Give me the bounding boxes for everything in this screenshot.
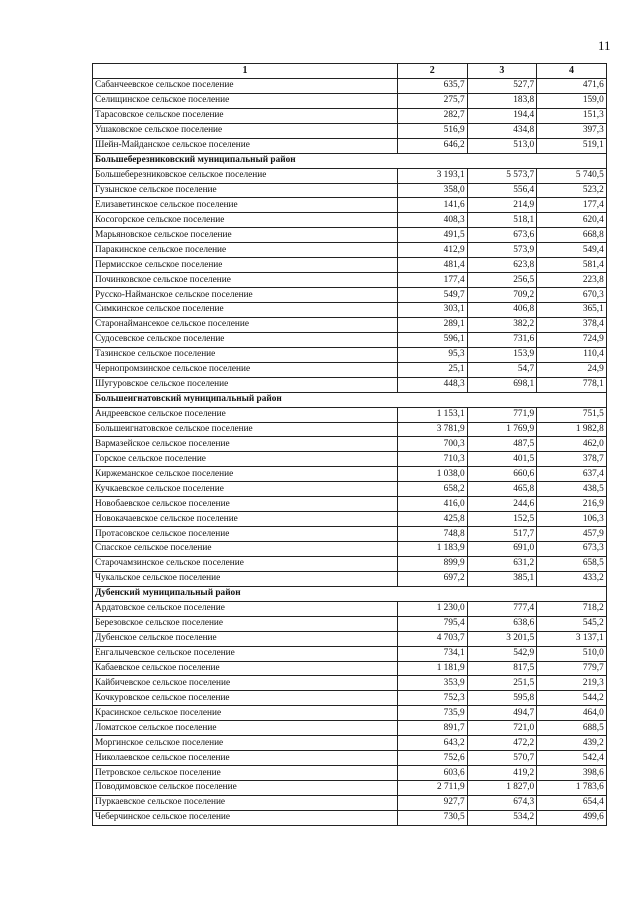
settlement-name: Протасовское сельское поселение (93, 527, 398, 542)
value-col-2: 491,5 (398, 228, 468, 243)
value-col-3: 1 827,0 (467, 781, 537, 796)
value-col-2: 448,3 (398, 377, 468, 392)
value-col-2: 353,9 (398, 676, 468, 691)
value-col-4: 658,5 (537, 556, 607, 571)
value-col-2: 25,1 (398, 362, 468, 377)
value-col-4: 549,4 (537, 243, 607, 258)
table-row (93, 317, 607, 332)
table-row (93, 347, 607, 362)
value-col-2: 95,3 (398, 347, 468, 362)
header-col-4: 4 (537, 64, 607, 79)
table-row (93, 571, 607, 586)
value-col-3: 1 769,9 (467, 422, 537, 437)
value-col-2: 3 781,9 (398, 422, 468, 437)
value-col-4: 378,7 (537, 452, 607, 467)
value-col-4: 223,8 (537, 273, 607, 288)
settlement-name: Кабаевское сельское поселение (93, 661, 398, 676)
settlement-name: Пуркаевское сельское поселение (93, 795, 398, 810)
table-row (93, 467, 607, 482)
value-col-4: 778,1 (537, 377, 607, 392)
settlement-name: Поводимовское сельское поселение (93, 781, 398, 796)
table-row (93, 795, 607, 810)
table-row (93, 452, 607, 467)
value-col-3: 777,4 (467, 601, 537, 616)
table-row (93, 183, 607, 198)
value-col-4: 216,9 (537, 497, 607, 512)
value-col-2: 177,4 (398, 273, 468, 288)
table-row (93, 616, 607, 631)
value-col-4: 670,3 (537, 288, 607, 303)
settlement-name: Паракинское сельское поселение (93, 243, 398, 258)
value-col-4: 542,4 (537, 751, 607, 766)
value-col-4: 464,0 (537, 706, 607, 721)
value-col-2: 730,5 (398, 810, 468, 825)
settlement-name: Петровское сельское поселение (93, 766, 398, 781)
settlement-name: Шугуровское сельское поселение (93, 377, 398, 392)
value-col-3: 251,5 (467, 676, 537, 691)
value-col-2: 1 230,0 (398, 601, 468, 616)
value-col-2: 596,1 (398, 332, 468, 347)
table-row (93, 512, 607, 527)
value-col-4: 397,3 (537, 123, 607, 138)
value-col-2: 516,9 (398, 123, 468, 138)
settlement-name: Вармазейское сельское поселение (93, 437, 398, 452)
value-col-3: 817,5 (467, 661, 537, 676)
table-row (93, 736, 607, 751)
settlement-name: Симкинское сельское поселение (93, 303, 398, 318)
value-col-3: 487,5 (467, 437, 537, 452)
table-row (93, 332, 607, 347)
value-col-3: 573,9 (467, 243, 537, 258)
settlement-name: Тарасовское сельское поселение (93, 108, 398, 123)
settlement-name: Русско-Найманское сельское поселение (93, 288, 398, 303)
value-col-3: 570,7 (467, 751, 537, 766)
value-col-3: 698,1 (467, 377, 537, 392)
table-row (93, 78, 607, 93)
value-col-4: 433,2 (537, 571, 607, 586)
value-col-4: 519,1 (537, 138, 607, 153)
value-col-3: 518,1 (467, 213, 537, 228)
value-col-2: 658,2 (398, 482, 468, 497)
value-col-4: 1 982,8 (537, 422, 607, 437)
value-col-2: 481,4 (398, 258, 468, 273)
settlement-name: Селищинское сельское поселение (93, 93, 398, 108)
settlement-name: Дубенское сельское поселение (93, 631, 398, 646)
page-number: 11 (598, 38, 611, 53)
value-col-3: 406,8 (467, 303, 537, 318)
value-col-3: 382,2 (467, 317, 537, 332)
value-col-4: 398,6 (537, 766, 607, 781)
settlement-name: Большеберезниковское сельское поселение (93, 168, 398, 183)
value-col-4: 620,4 (537, 213, 607, 228)
value-col-3: 527,7 (467, 78, 537, 93)
header-col-2: 2 (398, 64, 468, 79)
value-col-2: 1 181,9 (398, 661, 468, 676)
value-col-2: 710,3 (398, 452, 468, 467)
value-col-3: 631,2 (467, 556, 537, 571)
settlement-name: Кочкуровское сельское поселение (93, 691, 398, 706)
table-row (93, 751, 607, 766)
value-col-3: 534,2 (467, 810, 537, 825)
value-col-3: 731,6 (467, 332, 537, 347)
value-col-3: 244,6 (467, 497, 537, 512)
value-col-3: 434,8 (467, 123, 537, 138)
value-col-3: 152,5 (467, 512, 537, 527)
value-col-2: 735,9 (398, 706, 468, 721)
settlement-name: Березовское сельское поселение (93, 616, 398, 631)
value-col-2: 643,2 (398, 736, 468, 751)
table-row (93, 422, 607, 437)
settlement-name: Старонаймансекое сельское поселение (93, 317, 398, 332)
settlement-name: Елизаветинское сельское поселение (93, 198, 398, 213)
table-row (93, 108, 607, 123)
value-col-2: 603,6 (398, 766, 468, 781)
settlement-name: Починковское сельское поселение (93, 273, 398, 288)
value-col-3: 472,2 (467, 736, 537, 751)
value-col-4: 581,4 (537, 258, 607, 273)
value-col-3: 214,9 (467, 198, 537, 213)
value-col-4: 457,9 (537, 527, 607, 542)
district-group-row (93, 153, 607, 168)
header-col-3: 3 (467, 64, 537, 79)
budget-table (92, 63, 607, 826)
table-row (93, 377, 607, 392)
table-row (93, 706, 607, 721)
value-col-4: 5 740,5 (537, 168, 607, 183)
value-col-4: 544,2 (537, 691, 607, 706)
settlement-name: Моргинское сельское поселение (93, 736, 398, 751)
value-col-3: 183,8 (467, 93, 537, 108)
value-col-2: 1 153,1 (398, 407, 468, 422)
table-row (93, 721, 607, 736)
value-col-3: 3 201,5 (467, 631, 537, 646)
value-col-3: 517,7 (467, 527, 537, 542)
settlement-name: Тазинское сельское поселение (93, 347, 398, 362)
header-col-1: 1 (93, 64, 398, 79)
value-col-4: 219,3 (537, 676, 607, 691)
table-row (93, 542, 607, 557)
value-col-4: 499,6 (537, 810, 607, 825)
settlement-name: Киржеманское сельское поселение (93, 467, 398, 482)
value-col-2: 141,6 (398, 198, 468, 213)
value-col-2: 289,1 (398, 317, 468, 332)
settlement-name: Андреевское сельское поселение (93, 407, 398, 422)
value-col-2: 734,1 (398, 646, 468, 661)
table-header (93, 64, 607, 79)
value-col-4: 439,2 (537, 736, 607, 751)
value-col-3: 660,6 (467, 467, 537, 482)
value-col-4: 159,0 (537, 93, 607, 108)
district-group-row (93, 586, 607, 601)
settlement-name: Новокачаевское сельское поселение (93, 512, 398, 527)
value-col-4: 654,4 (537, 795, 607, 810)
district-group-row (93, 392, 607, 407)
value-col-2: 927,7 (398, 795, 468, 810)
value-col-3: 623,8 (467, 258, 537, 273)
value-col-3: 513,0 (467, 138, 537, 153)
value-col-2: 2 711,9 (398, 781, 468, 796)
settlement-name: Шейн-Майданское сельское поселение (93, 138, 398, 153)
settlement-name: Ушаковское сельское поселение (93, 123, 398, 138)
value-col-3: 54,7 (467, 362, 537, 377)
settlement-name: Чеберчинское сельское поселение (93, 810, 398, 825)
value-col-2: 416,0 (398, 497, 468, 512)
value-col-4: 462,0 (537, 437, 607, 452)
value-col-2: 549,7 (398, 288, 468, 303)
value-col-3: 494,7 (467, 706, 537, 721)
value-col-3: 542,9 (467, 646, 537, 661)
value-col-3: 385,1 (467, 571, 537, 586)
settlement-name: Красинское сельское поселение (93, 706, 398, 721)
table-row (93, 556, 607, 571)
settlement-name: Кучкаевское сельское поселение (93, 482, 398, 497)
table-row (93, 437, 607, 452)
value-col-2: 752,6 (398, 751, 468, 766)
value-col-3: 709,2 (467, 288, 537, 303)
value-col-2: 748,8 (398, 527, 468, 542)
value-col-4: 471,6 (537, 78, 607, 93)
table-row (93, 362, 607, 377)
table-row (93, 527, 607, 542)
settlement-name: Большеигнатовское сельское поселение (93, 422, 398, 437)
table-row (93, 213, 607, 228)
value-col-3: 673,6 (467, 228, 537, 243)
value-col-2: 891,7 (398, 721, 468, 736)
value-col-2: 303,1 (398, 303, 468, 318)
value-col-4: 106,3 (537, 512, 607, 527)
table-row (93, 138, 607, 153)
value-col-3: 721,0 (467, 721, 537, 736)
value-col-2: 635,7 (398, 78, 468, 93)
settlement-name: Кайбичевское сельское поселение (93, 676, 398, 691)
value-col-3: 465,8 (467, 482, 537, 497)
table-row (93, 691, 607, 706)
value-col-2: 4 703,7 (398, 631, 468, 646)
settlement-name: Гузынское сельское поселение (93, 183, 398, 198)
settlement-name: Чукальское сельское поселение (93, 571, 398, 586)
settlement-name: Ломатское сельское поселение (93, 721, 398, 736)
value-col-3: 638,6 (467, 616, 537, 631)
value-col-3: 674,3 (467, 795, 537, 810)
value-col-2: 697,2 (398, 571, 468, 586)
value-col-2: 795,4 (398, 616, 468, 631)
value-col-4: 378,4 (537, 317, 607, 332)
value-col-4: 668,8 (537, 228, 607, 243)
value-col-2: 412,9 (398, 243, 468, 258)
district-name: Большеигнатовский муниципальный район (93, 392, 607, 407)
table-row (93, 482, 607, 497)
table-row (93, 766, 607, 781)
value-col-3: 595,8 (467, 691, 537, 706)
value-col-3: 419,2 (467, 766, 537, 781)
value-col-2: 425,8 (398, 512, 468, 527)
table-row (93, 198, 607, 213)
value-col-3: 256,5 (467, 273, 537, 288)
value-col-4: 510,0 (537, 646, 607, 661)
value-col-4: 637,4 (537, 467, 607, 482)
value-col-4: 3 137,1 (537, 631, 607, 646)
value-col-2: 700,3 (398, 437, 468, 452)
value-col-2: 3 193,1 (398, 168, 468, 183)
value-col-4: 1 783,6 (537, 781, 607, 796)
value-col-4: 177,4 (537, 198, 607, 213)
settlement-name: Спасское сельское поселение (93, 542, 398, 557)
settlement-name: Судосевское сельское поселение (93, 332, 398, 347)
value-col-2: 358,0 (398, 183, 468, 198)
value-col-4: 24,9 (537, 362, 607, 377)
value-col-4: 673,3 (537, 542, 607, 557)
value-col-4: 365,1 (537, 303, 607, 318)
settlement-name: Новобаевское сельское поселение (93, 497, 398, 512)
table-row (93, 123, 607, 138)
value-col-2: 282,7 (398, 108, 468, 123)
value-col-4: 523,2 (537, 183, 607, 198)
value-col-3: 691,0 (467, 542, 537, 557)
value-col-4: 718,2 (537, 601, 607, 616)
value-col-3: 194,4 (467, 108, 537, 123)
table-row (93, 258, 607, 273)
value-col-4: 751,5 (537, 407, 607, 422)
district-name: Дубенский муниципальный район (93, 586, 607, 601)
table-row (93, 243, 607, 258)
settlement-name: Сабанчеевское сельское поселение (93, 78, 398, 93)
table-row (93, 228, 607, 243)
value-col-2: 275,7 (398, 93, 468, 108)
value-col-4: 110,4 (537, 347, 607, 362)
settlement-name: Николаевское сельское поселение (93, 751, 398, 766)
table-row (93, 631, 607, 646)
table-row (93, 601, 607, 616)
settlement-name: Косогорское сельское поселение (93, 213, 398, 228)
value-col-4: 151,3 (537, 108, 607, 123)
value-col-2: 408,3 (398, 213, 468, 228)
value-col-4: 688,5 (537, 721, 607, 736)
settlement-name: Енгалычевское сельское поселение (93, 646, 398, 661)
settlement-name: Пермисское сельское поселение (93, 258, 398, 273)
settlement-name: Горское сельское поселение (93, 452, 398, 467)
table-row (93, 676, 607, 691)
settlement-name: Чернопромзинское сельское поселение (93, 362, 398, 377)
table-row (93, 407, 607, 422)
table-row (93, 497, 607, 512)
table-row (93, 661, 607, 676)
district-name: Большеберезниковский муниципальный район (93, 153, 607, 168)
table-body (93, 78, 607, 825)
value-col-3: 153,9 (467, 347, 537, 362)
value-col-2: 899,9 (398, 556, 468, 571)
value-col-4: 545,2 (537, 616, 607, 631)
table-row (93, 93, 607, 108)
header-row (93, 64, 607, 79)
value-col-3: 771,9 (467, 407, 537, 422)
value-col-3: 401,5 (467, 452, 537, 467)
settlement-name: Ардатовское сельское поселение (93, 601, 398, 616)
table-row (93, 646, 607, 661)
value-col-3: 5 573,7 (467, 168, 537, 183)
value-col-4: 779,7 (537, 661, 607, 676)
table-row (93, 288, 607, 303)
table-row (93, 168, 607, 183)
value-col-2: 646,2 (398, 138, 468, 153)
value-col-2: 752,3 (398, 691, 468, 706)
value-col-2: 1 038,0 (398, 467, 468, 482)
table-row (93, 781, 607, 796)
value-col-3: 556,4 (467, 183, 537, 198)
value-col-4: 724,9 (537, 332, 607, 347)
settlement-name: Марьяновское сельское поселение (93, 228, 398, 243)
value-col-2: 1 183,9 (398, 542, 468, 557)
settlement-name: Старочамзинское сельское поселение (93, 556, 398, 571)
table-row (93, 303, 607, 318)
table-row (93, 273, 607, 288)
value-col-4: 438,5 (537, 482, 607, 497)
table-row (93, 810, 607, 825)
